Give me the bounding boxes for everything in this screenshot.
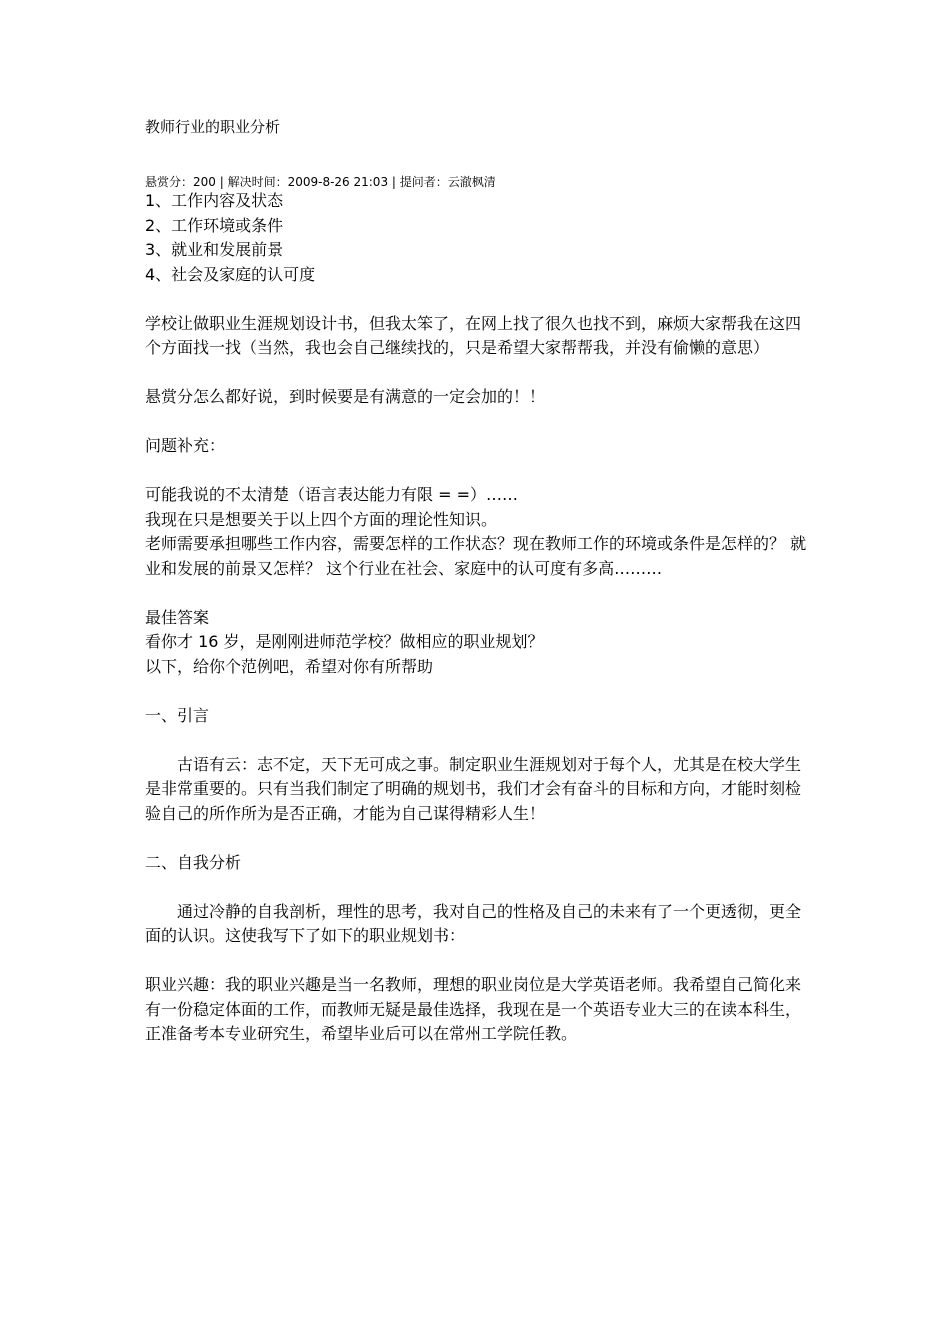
spacer bbox=[145, 410, 810, 435]
list-item: 3、就业和发展前景 bbox=[145, 240, 284, 259]
request-paragraph: 学校让做职业生涯规划设计书，但我太笨了，在网上找了很久也找不到，麻烦大家帮我在这四个方面找一找（当然，我也会自己继续找的，只是希望大家帮帮我，并没有偷懒的意思） bbox=[145, 313, 802, 357]
answer-line: 以下，给你个范例吧，希望对你有所帮助 bbox=[145, 656, 434, 676]
spacer bbox=[145, 875, 810, 900]
question-meta: 悬赏分：200 | 解决时间：2009-8-26 21:03 | 提问者：云澈枫清 bbox=[145, 175, 496, 189]
self-analysis-paragraph: 通过冷静的自我剖析，理性的思考，我对自己的性格及自己的未来有了一个更透彻，更全面的认识。这使我写下了如下的职业规划书： bbox=[145, 901, 802, 945]
section-heading-self-analysis: 二、自我分析 bbox=[145, 852, 242, 872]
document-body bbox=[145, 189, 810, 1047]
list-item: 4、社会及家庭的认可度 bbox=[145, 264, 316, 284]
intro-paragraph: 古语有云：志不定，天下无可成之事。制定职业生涯规划对于每个人，尤其是在校大学生是非常重要的。只有当我们制定了明确的规划书，我们才会有奋斗的目标和方向，才能时刻检验自己的所作所为是否正确，才能为自己谋得精彩人生！ bbox=[145, 754, 802, 823]
spacer bbox=[145, 728, 810, 753]
spacer bbox=[145, 826, 810, 851]
reward-paragraph: 悬赏分怎么都好说，到时候要是有满意的一定会加的！！ bbox=[145, 387, 546, 406]
spacer bbox=[145, 361, 810, 386]
spacer bbox=[145, 949, 810, 974]
answer-line: 看你才 16 岁，是刚刚进师范学校？做相应的职业规划？ bbox=[145, 632, 544, 651]
supplement-line: 可能我说的不太清楚（语言表达能力有限 = =）…… bbox=[145, 485, 518, 504]
list-item: 2、工作环境或条件 bbox=[145, 215, 284, 235]
spacer bbox=[145, 287, 810, 312]
section-heading-intro: 一、引言 bbox=[145, 705, 210, 725]
supplement-line: 老师需要承担哪些工作内容，需要怎样的工作状态？现在教师工作的环境或条件是怎样的？ 就业和发展的前景又怎样？ 这个行业在社会、家庭中的认可度有多高……… bbox=[145, 534, 807, 578]
spacer bbox=[145, 581, 810, 606]
best-answer-label: 最佳答案 bbox=[145, 607, 210, 627]
spacer bbox=[145, 679, 810, 704]
page-title: 教师行业的职业分析 bbox=[145, 118, 281, 136]
supplement-label: 问题补充： bbox=[145, 436, 226, 455]
spacer bbox=[145, 459, 810, 484]
supplement-line: 我现在只是想要关于以上四个方面的理论性知识。 bbox=[145, 509, 498, 529]
list-item: 1、工作内容及状态 bbox=[145, 191, 284, 210]
interest-paragraph: 职业兴趣：我的职业兴趣是当一名教师，理想的职业岗位是大学英语老师。我希望自己简化来有一份稳定体面的工作，而教师无疑是最佳选择，我现在是一个英语专业大三的在读本科生，正准备考本专业研究生，希望毕业后可以在常州工学院任教。 bbox=[145, 975, 802, 1043]
